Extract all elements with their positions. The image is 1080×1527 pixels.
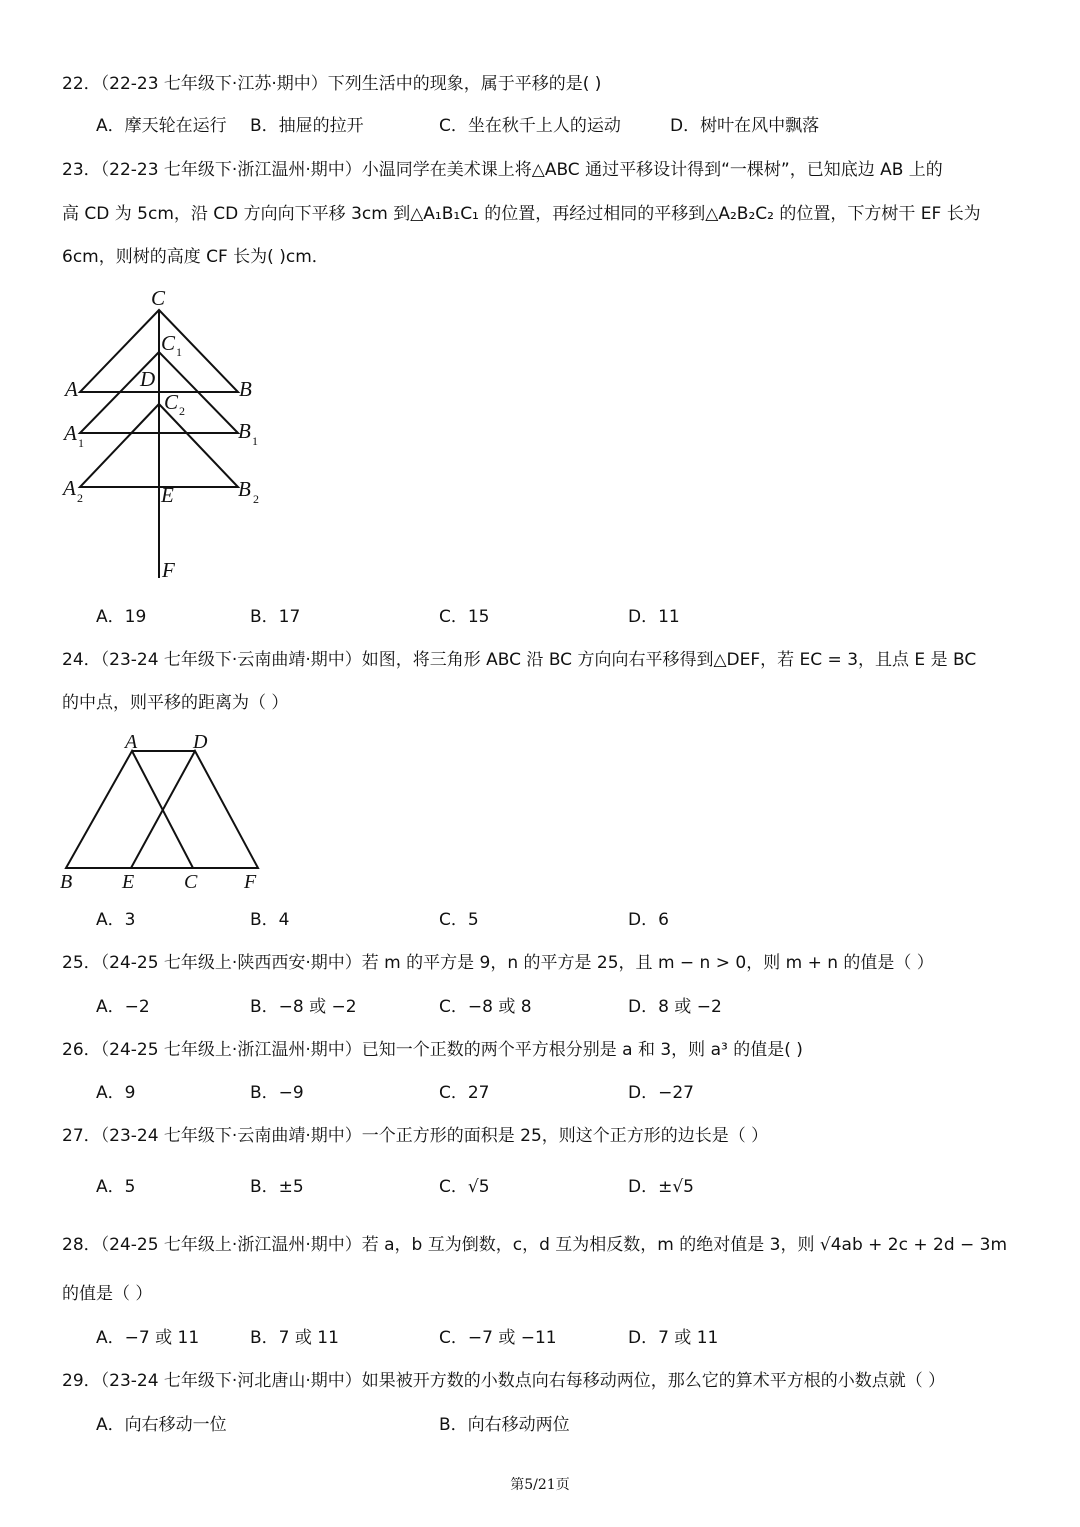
label-e: E <box>161 483 174 507</box>
q23-option-c: C．15 <box>439 607 490 627</box>
label-b2-sub: 2 <box>253 492 259 506</box>
q28-option-d: D．7 或 11 <box>628 1328 719 1348</box>
label-c: C <box>184 871 198 893</box>
q23-stem-line3: 6cm，则树的高度 CF 长为( )cm． <box>62 247 329 267</box>
q26-option-a: A．9 <box>96 1083 136 1103</box>
q24-option-c: C．5 <box>439 910 479 930</box>
q22-option-d: D．树叶在风中飘落 <box>670 116 820 136</box>
q29-option-a: A．向右移动一位 <box>96 1415 227 1435</box>
label-a1: A <box>64 421 77 445</box>
q27-option-d: D．±√5 <box>628 1177 694 1197</box>
q23-option-d: D．11 <box>628 607 680 627</box>
q22-stem: 22．（22-23 七年级下·江苏·期中）下列生活中的现象，属于平移的是( ) <box>62 74 602 94</box>
triangle-def <box>131 751 258 868</box>
q29-stem: 29．（23-24 七年级下·河北唐山·期中）如果被开方数的小数点向右每移动两位，那么它的算术平方根的小数点就（ ） <box>62 1371 946 1391</box>
label-a: A <box>125 731 138 753</box>
label-a: A <box>65 377 78 401</box>
q24-option-a: A．3 <box>96 910 136 930</box>
q25-option-a: A．−2 <box>96 997 150 1017</box>
label-a1-sub: 1 <box>78 436 84 450</box>
q25-stem: 25．（24-25 七年级上·陕西西安·期中）若 m 的平方是 9，n 的平方是 25，且 m − n > 0，则 m + n 的值是（ ） <box>62 953 934 973</box>
q25-option-d: D．8 或 −2 <box>628 997 722 1017</box>
q28-option-c: C．−7 或 −11 <box>439 1328 557 1348</box>
label-f: F <box>162 558 175 582</box>
q23-stem-line2: 高 CD 为 5cm，沿 CD 方向向下平移 3cm 到△A₁B₁C₁ 的位置，再经过相同的平移到△A₂B₂C₂ 的位置，下方树干 EF 长为 <box>62 204 981 224</box>
q23-stem-line1: 23．（22-23 七年级下·浙江温州·期中）小温同学在美术课上将△ABC 通过平移设计得到“一棵树”，已知底边 AB 上的 <box>62 160 943 180</box>
page-number: 第5/21页 <box>510 1477 570 1493</box>
q24-option-b: B．4 <box>250 910 290 930</box>
label-d: D <box>140 367 156 391</box>
q24-stem-line1: 24．（23-24 七年级下·云南曲靖·期中）如图，将三角形 ABC 沿 BC 方向向右平移得到△DEF，若 EC = 3，且点 E 是 BC <box>62 650 977 670</box>
label-b1-sub: 1 <box>252 434 258 448</box>
label-e: E <box>122 871 135 893</box>
triangle-abc <box>66 751 193 868</box>
label-b: B <box>239 377 252 401</box>
q24-option-d: D．6 <box>628 910 669 930</box>
q27-option-c: C．√5 <box>439 1177 490 1197</box>
q23-tree-figure <box>55 282 285 587</box>
q26-option-d: D．−27 <box>628 1083 694 1103</box>
q24-stem-line2: 的中点，则平移的距离为（ ） <box>62 693 289 713</box>
q22-option-a: A．摩天轮在运行 <box>96 116 227 136</box>
label-c1: C <box>161 331 176 355</box>
q23-option-a: A．19 <box>96 607 147 627</box>
label-f: F <box>244 871 257 893</box>
q24-translation-figure <box>55 728 275 893</box>
label-a2: A <box>63 476 76 500</box>
label-c2: C <box>164 390 179 414</box>
q22-option-b: B．抽屉的拉开 <box>250 116 364 136</box>
label-b: B <box>60 871 73 893</box>
q28-option-b: B．7 或 11 <box>250 1328 339 1348</box>
label-c: C <box>151 286 166 310</box>
q26-option-b: B．−9 <box>250 1083 304 1103</box>
label-c2-sub: 2 <box>179 404 185 418</box>
q26-stem: 26．（24-25 七年级上·浙江温州·期中）已知一个正数的两个平方根分别是 a 和 3，则 a³ 的值是( ) <box>62 1040 803 1060</box>
q27-option-b: B．±5 <box>250 1177 304 1197</box>
q23-option-b: B．17 <box>250 607 301 627</box>
q25-option-c: C．−8 或 8 <box>439 997 532 1017</box>
label-b1: B <box>238 419 251 443</box>
q25-option-b: B．−8 或 −2 <box>250 997 357 1017</box>
q26-option-c: C．27 <box>439 1083 490 1103</box>
q28-stem-line2: 的值是（ ） <box>62 1284 153 1304</box>
q27-stem: 27．（23-24 七年级下·云南曲靖·期中）一个正方形的面积是 25，则这个正方形的边长是（ ） <box>62 1126 769 1146</box>
q28-option-a: A．−7 或 11 <box>96 1328 200 1348</box>
q28-stem-line1: 28．（24-25 七年级上·浙江温州·期中）若 a，b 互为倒数，c，d 互为相反数，m 的绝对值是 3，则 √4ab + 2c + 2d − 3m <box>62 1235 1008 1255</box>
label-d: D <box>193 731 208 753</box>
label-c1-sub: 1 <box>176 345 182 359</box>
label-a2-sub: 2 <box>77 491 83 505</box>
q29-option-b: B．向右移动两位 <box>439 1415 570 1435</box>
label-b2: B <box>238 477 251 501</box>
q27-option-a: A．5 <box>96 1177 136 1197</box>
q22-option-c: C．坐在秋千上人的运动 <box>439 116 621 136</box>
